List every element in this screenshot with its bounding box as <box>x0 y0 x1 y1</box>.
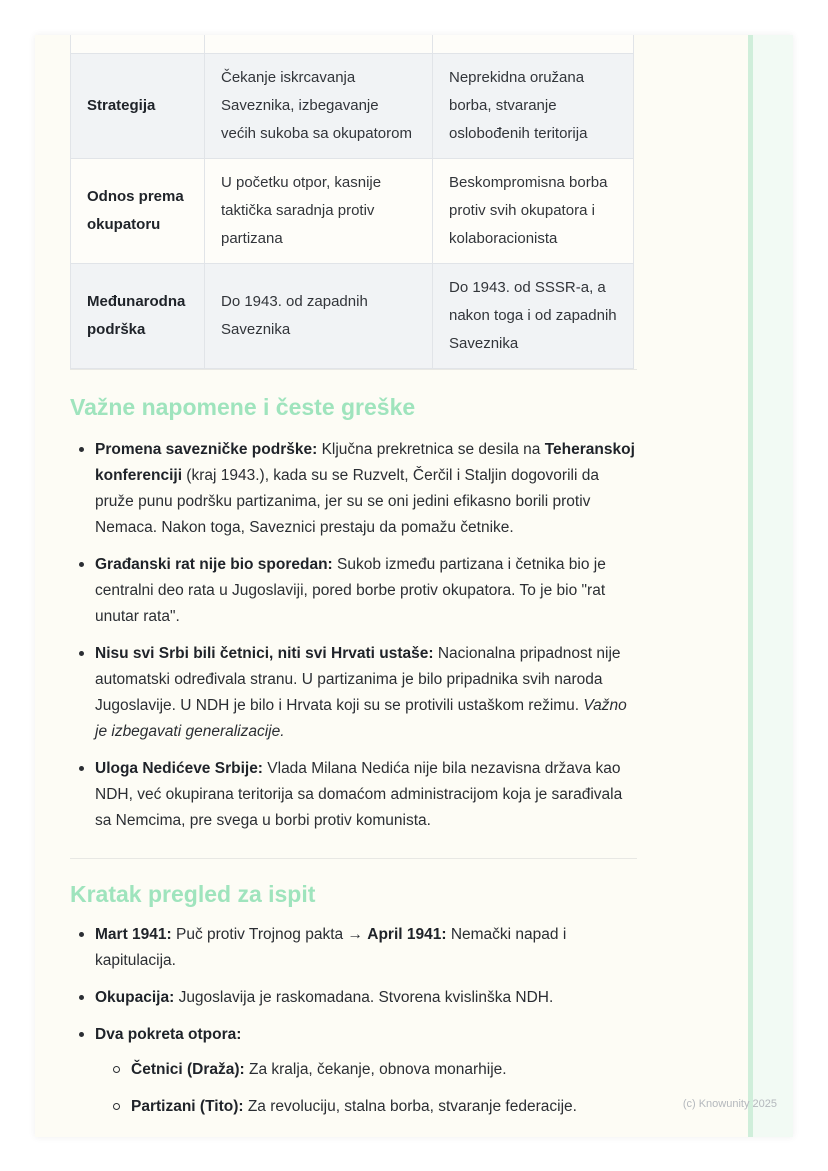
list-item-text: Dva pokreta otpora: <box>95 1025 242 1043</box>
notes-list <box>70 437 637 834</box>
section-divider <box>70 369 637 370</box>
table-cell: Čekanje iskrcavanja Saveznika, izbegavanje većih sukoba sa okupatorom <box>205 53 433 158</box>
sub-list-item <box>131 1094 637 1120</box>
list-item <box>95 756 637 834</box>
table-row <box>71 53 634 158</box>
table-row <box>71 263 634 368</box>
table-cell: U početku otpor, kasnije taktička saradnja protiv partizana <box>205 158 433 263</box>
table-cell <box>71 35 205 53</box>
table-header-cell: Strategija <box>71 53 205 158</box>
list-item <box>95 552 637 630</box>
table-header-cell: Odnos prema okupatoru <box>71 158 205 263</box>
comparison-table <box>70 35 634 369</box>
table-cell <box>205 35 433 53</box>
list-item-text: Okupacija: Jugoslavija je raskomadana. Stvorena kvislinška NDH. <box>95 988 554 1006</box>
sub-list <box>95 1057 637 1120</box>
list-item-text: Građanski rat nije bio sporedan: Sukob između partizana i četnika bio je centralni deo rata u Jugoslaviji, pored borbe protiv okupatora. To je bio "rat unutar rata". <box>95 555 606 625</box>
list-item-text: Uloga Nedićeve Srbije: Vlada Milana Nedića nije bila nezavisna država kao NDH, već okupirana teritorija sa domaćom administracijom koja je sarađivala sa Nemcima, pre svega u borbi protiv komunista. <box>95 759 623 829</box>
section-title-notes: Važne napomene i česte greške <box>70 393 416 420</box>
page-content <box>70 35 637 1120</box>
table-row <box>71 158 634 263</box>
list-item-text: Nisu svi Srbi bili četnici, niti svi Hrvati ustaše: Nacionalna pripadnost nije automatski određivala stranu. U partizanima je bilo pripadnika svih naroda Jugoslavije. U NDH je bilo i Hrvata koji su se protivili ustaškom režimu. Važno je izbegavati generalizacije. <box>95 644 627 740</box>
list-item <box>95 985 637 1011</box>
section-title-review: Kratak pregled za ispit <box>70 880 316 907</box>
list-item <box>95 1022 637 1120</box>
list-item <box>95 641 637 745</box>
list-item <box>95 922 637 974</box>
list-item-text: Promena savezničke podrške: Ključna prekretnica se desila na Teheranskoj konferenciji (kraj 1943.), kada su se Ruzvelt, Čerčil i Staljin dogovorili da pruže punu podršku partizanima, jer su se oni jedini efikasno borili protiv Nemaca. Nakon toga, Saveznici prestaju da pomažu četnike. <box>95 440 635 536</box>
table-header-cell: Međunarodna podrška <box>71 263 205 368</box>
table-cell: Beskompromisna borba protiv svih okupatora i kolaboracionista <box>433 158 634 263</box>
review-list <box>70 922 637 1120</box>
sub-list-item-text: Četnici (Draža): Za kralja, čekanje, obnova monarhije. <box>131 1060 507 1078</box>
right-accent-tint <box>753 35 793 1137</box>
table-row-partial <box>71 35 634 53</box>
document-sheet <box>35 35 793 1137</box>
table-cell: Do 1943. od zapadnih Saveznika <box>205 263 433 368</box>
list-item-text: Mart 1941: Puč protiv Trojnog pakta → April 1941: Nemački napad i kapitulacija. <box>95 925 567 969</box>
sub-list-item <box>131 1057 637 1083</box>
table-cell <box>433 35 634 53</box>
table-cell: Neprekidna oružana borba, stvaranje oslobođenih teritorija <box>433 53 634 158</box>
right-accent-stripe <box>748 35 753 1137</box>
copyright-note: (c) Knowunity 2025 <box>682 1098 777 1110</box>
section-divider <box>70 858 637 859</box>
table-cell: Do 1943. od SSSR-a, a nakon toga i od zapadnih Saveznika <box>433 263 634 368</box>
sub-list-item-text: Partizani (Tito): Za revoluciju, stalna borba, stvaranje federacije. <box>131 1097 577 1115</box>
list-item <box>95 437 637 541</box>
